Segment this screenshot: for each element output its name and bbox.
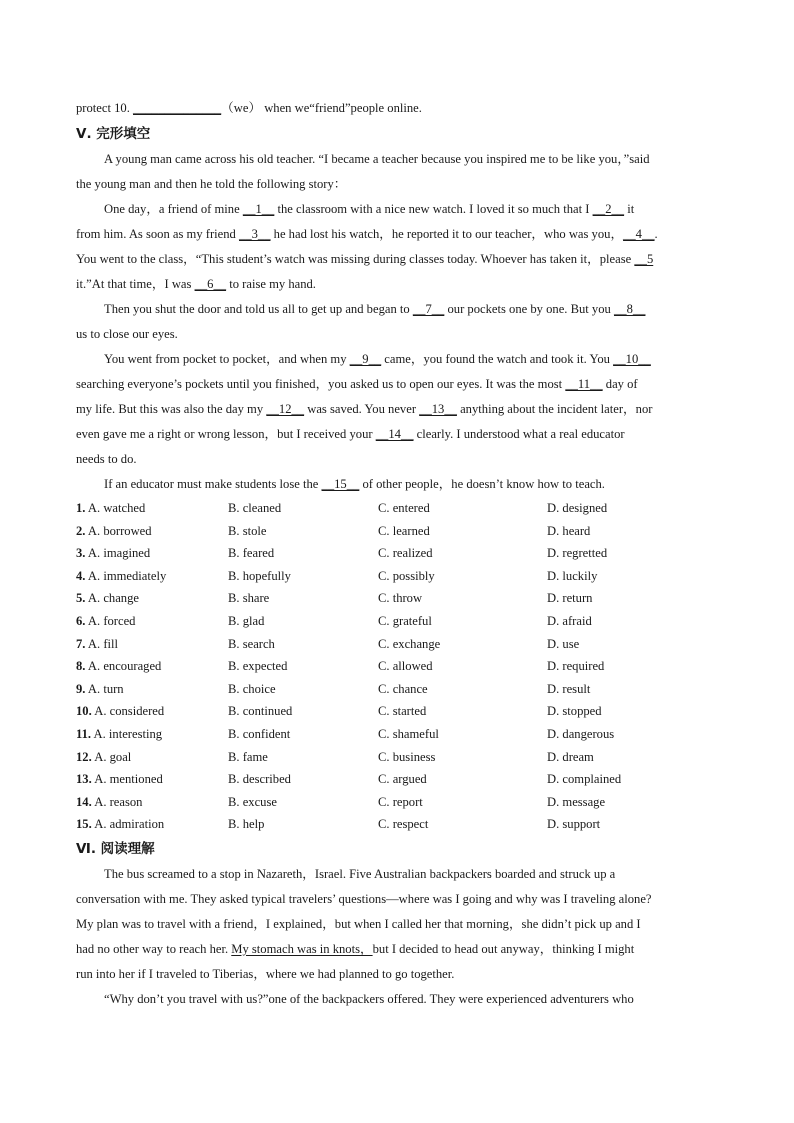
option-d[interactable]: D. support <box>547 817 601 832</box>
option-row <box>76 565 716 588</box>
text-segment: You went from pocket to pocket，and when my <box>104 352 350 366</box>
option-row <box>76 791 716 814</box>
option-c[interactable]: C. business <box>378 749 436 764</box>
paragraph <box>76 197 716 297</box>
text-segment: it.”At that time，I was <box>76 277 195 291</box>
option-a-text: A. change <box>87 591 139 606</box>
option-c[interactable]: C. exchange <box>378 636 441 651</box>
option-b[interactable]: B. search <box>228 636 275 651</box>
option-a-text: A. mentioned <box>94 772 163 787</box>
option-row <box>76 497 716 520</box>
option-a-text: A. interesting <box>93 726 163 741</box>
text-segment: he had lost his watch，he reported it to our teacher，who was you， <box>270 227 624 241</box>
option-b[interactable]: B. choice <box>228 681 276 696</box>
option-b[interactable]: B. help <box>228 817 265 832</box>
option-d[interactable]: D. message <box>547 794 606 809</box>
paragraph <box>76 862 716 987</box>
option-d[interactable]: D. regretted <box>547 546 608 561</box>
text-segment: us to close our eyes. <box>76 327 178 341</box>
text-segment: day of <box>602 377 638 391</box>
section-6-title: Ⅵ. 阅读理解 <box>76 840 155 857</box>
option-a[interactable] <box>76 587 139 610</box>
text-line <box>76 987 716 1012</box>
option-c[interactable]: C. grateful <box>378 613 432 628</box>
option-row <box>76 610 716 633</box>
cloze-blank[interactable]: __1__ <box>242 202 275 216</box>
cloze-blank[interactable]: __4__ <box>623 227 655 241</box>
text-segment: even gave me a right or wrong lesson，but I received your <box>76 427 376 441</box>
text-segment: the young man and then he told the following story： <box>76 177 347 191</box>
cloze-blank[interactable]: __3__ <box>239 227 271 241</box>
cloze-blank[interactable]: __14__ <box>375 427 414 441</box>
top-line-post: （we） when we“friend”people online. <box>221 101 422 115</box>
paragraph <box>76 297 716 347</box>
option-row <box>76 655 716 678</box>
cloze-blank[interactable]: __10__ <box>613 352 651 366</box>
question-number: 5. <box>76 591 86 606</box>
text-line <box>76 347 716 372</box>
question-number: 12. <box>76 749 92 764</box>
option-row <box>76 633 716 656</box>
option-c[interactable]: C. allowed <box>378 659 433 674</box>
cloze-passage <box>76 147 716 497</box>
text-line <box>76 447 716 472</box>
question-number: 9. <box>76 681 86 696</box>
text-segment: conversation with me. They asked typical travelers’ questions—where was I going and why was I traveling alone? <box>76 891 652 906</box>
option-a[interactable] <box>76 813 164 836</box>
option-a-text: A. imagined <box>87 546 151 561</box>
text-line <box>76 322 716 347</box>
paragraph <box>76 347 716 472</box>
text-segment: If an educator must make students lose the <box>104 477 322 491</box>
option-d[interactable]: D. designed <box>547 501 608 515</box>
text-segment: to raise my hand. <box>226 277 316 291</box>
option-d[interactable]: D. required <box>547 659 605 674</box>
text-segment: run into her if I traveled to Tiberias，where we had planned to go together. <box>76 966 455 981</box>
option-a[interactable] <box>76 746 131 769</box>
text-segment: anything about the incident later，nor <box>456 402 653 416</box>
option-d[interactable]: D. use <box>547 636 580 651</box>
text-segment: was saved. You never <box>304 402 420 416</box>
text-line <box>76 272 716 297</box>
option-b[interactable]: B. fame <box>228 749 268 764</box>
option-b[interactable]: B. share <box>228 591 270 606</box>
text-line <box>76 247 716 272</box>
text-segment: One day，a friend of mine <box>104 202 243 216</box>
text-line <box>76 472 716 497</box>
question-number: 11. <box>76 726 92 741</box>
option-a-text: A. borrowed <box>87 523 152 538</box>
question-number: 6. <box>76 613 86 628</box>
option-a-text: A. fill <box>87 636 119 651</box>
option-a-text: A. turn <box>87 681 124 696</box>
text-segment: came，you found the watch and took it. You <box>381 352 614 366</box>
cloze-blank[interactable]: __11__ <box>565 377 603 391</box>
question-number: 2. <box>76 523 86 538</box>
option-a[interactable] <box>76 520 152 543</box>
option-b[interactable]: B. expected <box>228 659 288 674</box>
option-row <box>76 542 716 565</box>
cloze-blank[interactable]: __2__ <box>592 202 625 216</box>
option-row <box>76 587 716 610</box>
option-c[interactable]: C. learned <box>378 523 430 538</box>
text-line <box>76 937 716 962</box>
text-line <box>76 297 716 322</box>
option-d[interactable]: D. luckily <box>547 568 598 583</box>
question-number: 1. <box>76 501 86 515</box>
text-line <box>76 862 716 887</box>
cloze-blank[interactable]: __13__ <box>419 402 457 416</box>
option-a-text: A. goal <box>94 749 132 764</box>
option-d[interactable]: D. heard <box>547 523 591 538</box>
text-line <box>76 147 716 172</box>
text-segment: the classroom with a nice new watch. I loved it so much that I <box>274 202 593 216</box>
top-line-pre: protect 10. <box>76 101 134 115</box>
cloze-blank[interactable]: __9__ <box>349 352 382 366</box>
option-c[interactable]: C. started <box>378 704 427 719</box>
question-number: 14. <box>76 794 92 809</box>
text-segment: clearly. I understood what a real educator <box>413 427 625 441</box>
cloze-blank[interactable]: __12__ <box>266 402 305 416</box>
option-row <box>76 813 716 836</box>
option-row <box>76 768 716 791</box>
option-a-text: A. admiration <box>94 817 165 832</box>
text-segment: had no other way to reach her. <box>76 941 232 956</box>
question-number: 10. <box>76 704 92 719</box>
option-c[interactable]: C. entered <box>378 501 430 515</box>
option-d[interactable]: D. return <box>547 591 593 606</box>
question-number: 13. <box>76 772 92 787</box>
option-row <box>76 678 716 701</box>
option-row <box>76 723 716 746</box>
text-segment: it <box>624 202 635 216</box>
option-a[interactable] <box>76 542 150 565</box>
cloze-blank[interactable]: __5 <box>634 252 654 266</box>
option-a-text: A. reason <box>94 794 143 809</box>
cloze-blank[interactable]: __6__ <box>194 277 227 291</box>
option-b[interactable]: B. glad <box>228 613 265 628</box>
text-segment: Then you shut the door and told us all to get up and began to <box>104 302 413 316</box>
option-b[interactable]: B. stole <box>228 523 267 538</box>
text-line <box>76 197 716 222</box>
option-a[interactable] <box>76 633 118 656</box>
option-d[interactable]: D. complained <box>547 772 622 787</box>
option-c[interactable]: C. respect <box>378 817 429 832</box>
text-line <box>76 172 716 197</box>
text-line <box>76 422 716 447</box>
cloze-blank[interactable]: __8__ <box>613 302 646 316</box>
text-segment: from him. As soon as my friend <box>76 227 240 241</box>
option-a-text: A. forced <box>87 613 136 628</box>
option-d[interactable]: D. result <box>547 681 591 696</box>
option-a[interactable] <box>76 655 161 678</box>
option-d[interactable]: D. dangerous <box>547 726 615 741</box>
text-segment: but I decided to head out anyway，thinking I might <box>372 941 635 956</box>
cloze-blank[interactable]: __7__ <box>412 302 445 316</box>
cloze-options <box>76 497 716 836</box>
text-line <box>76 222 716 247</box>
text-line <box>76 962 716 987</box>
text-segment: “Why don’t you travel with us?”one of the backpackers offered. They were experienced adventurers who <box>104 991 634 1006</box>
paragraph <box>76 472 716 497</box>
option-b[interactable]: B. excuse <box>228 794 277 809</box>
option-b[interactable]: B. feared <box>228 546 275 561</box>
text-segment: You went to the class，“This student’s watch was missing during classes today. Whoever has taken it，please <box>76 252 635 266</box>
option-c[interactable]: C. report <box>378 794 423 809</box>
option-c[interactable]: C. realized <box>378 546 433 561</box>
option-b[interactable]: B. confident <box>228 726 291 741</box>
text-line <box>76 887 716 912</box>
paragraph <box>76 987 716 1012</box>
option-c[interactable]: C. argued <box>378 772 427 787</box>
cloze-blank[interactable]: __15__ <box>321 477 360 491</box>
option-a[interactable] <box>76 723 162 746</box>
text-segment: of other people，he doesn’t know how to teach. <box>359 477 605 491</box>
text-segment: our pockets one by one. But you <box>444 302 614 316</box>
section-5-title: Ⅴ. 完形填空 <box>76 126 151 142</box>
question-number: 4. <box>76 568 86 583</box>
option-c[interactable]: C. chance <box>378 681 428 696</box>
option-a[interactable] <box>76 610 135 633</box>
option-b[interactable]: B. described <box>228 772 291 787</box>
option-row <box>76 746 716 769</box>
reading-passage <box>76 862 716 1012</box>
option-row <box>76 700 716 723</box>
text-segment: The bus screamed to a stop in Nazareth，Israel. Five Australian backpackers boarded and struck up a <box>104 866 616 881</box>
option-d[interactable]: D. stopped <box>547 704 602 719</box>
text-segment: needs to do. <box>76 452 137 466</box>
option-a[interactable] <box>76 768 163 791</box>
option-a-text: A. considered <box>94 704 165 719</box>
option-c[interactable]: C. shameful <box>378 726 439 741</box>
option-b[interactable]: B. cleaned <box>228 501 282 515</box>
text-line <box>76 912 716 937</box>
top-line <box>76 96 716 121</box>
option-a-text: A. watched <box>87 501 146 515</box>
option-a[interactable] <box>76 497 145 520</box>
option-b[interactable]: B. continued <box>228 704 293 719</box>
question-number: 7. <box>76 636 86 651</box>
text-segment: my life. But this was also the day my <box>76 402 267 416</box>
option-d[interactable]: D. afraid <box>547 613 592 628</box>
question-number: 8. <box>76 659 86 674</box>
text-segment: searching everyone’s pockets until you finished，you asked us to open our eyes. It was the most <box>76 377 566 391</box>
option-a[interactable] <box>76 700 164 723</box>
option-c[interactable]: C. possibly <box>378 568 435 583</box>
option-a-text: A. immediately <box>87 568 167 583</box>
question-number: 3. <box>76 546 86 561</box>
option-d[interactable]: D. dream <box>547 749 594 764</box>
text-segment: . <box>654 227 658 241</box>
text-segment: A young man came across his old teacher. “I became a teacher because you inspired me to be like you，”said <box>104 152 650 166</box>
option-a[interactable] <box>76 565 166 588</box>
option-a-text: A. encouraged <box>87 659 162 674</box>
option-b[interactable]: B. hopefully <box>228 568 291 583</box>
option-row <box>76 520 716 543</box>
option-a[interactable] <box>76 791 142 814</box>
answer-blank[interactable]: ______________ <box>133 101 222 115</box>
underlined-phrase: My stomach was in knots， <box>231 941 373 956</box>
text-line <box>76 397 716 422</box>
option-a[interactable] <box>76 678 124 701</box>
text-line <box>76 372 716 397</box>
question-number: 15. <box>76 817 92 832</box>
document-page <box>76 96 716 1012</box>
paragraph <box>76 147 716 197</box>
text-segment: My plan was to travel with a friend，I explained，but when I called her that morning，she didn’t pick up and I <box>76 916 641 931</box>
option-c[interactable]: C. throw <box>378 591 423 606</box>
